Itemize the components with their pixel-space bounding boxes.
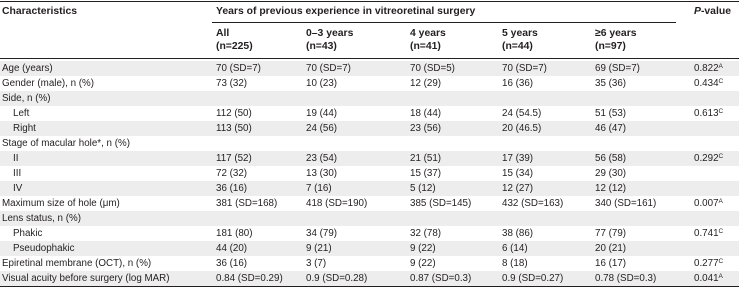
row-label: III (13, 168, 22, 179)
table-cell: 35 (36) (595, 78, 627, 89)
p-value-number: 0.007 (694, 198, 719, 209)
p-value-test-marker: A (718, 63, 723, 70)
row-label: II (13, 153, 19, 164)
table-cell: 18 (44) (410, 108, 442, 119)
table-cell: 385 (SD=145) (410, 198, 472, 209)
table-cell: 0.78 (SD=0.3) (595, 273, 657, 284)
row-label: Side, n (%) (2, 93, 51, 104)
table-row (0, 91, 739, 106)
header-col-0-3-n: (n=43) (306, 41, 337, 52)
header-rule (0, 58, 739, 59)
p-value-number: 0.277 (694, 258, 719, 269)
table-cell: 10 (23) (306, 78, 338, 89)
table-cell: 0.9 (SD=0.27) (502, 273, 564, 284)
table-cell: 69 (SD=7) (595, 63, 640, 74)
table-cell: 70 (SD=7) (306, 63, 351, 74)
table-row (0, 196, 739, 211)
table-row (0, 151, 739, 166)
p-value-number: 0.041 (694, 273, 719, 284)
header-col-5-n: (n=44) (502, 41, 533, 52)
header-col-all-n: (n=225) (216, 41, 253, 52)
table-cell: 24 (54.5) (502, 108, 542, 119)
p-value (694, 61, 723, 76)
table-cell: 24 (56) (306, 123, 338, 134)
header-col-0-3: 0–3 years (306, 28, 354, 39)
table-cell: 20 (21) (595, 243, 627, 254)
row-label: Right (13, 123, 36, 134)
table-cell: 56 (58) (595, 153, 627, 164)
table-cell: 112 (50) (216, 108, 252, 119)
table-cell: 23 (56) (410, 123, 442, 134)
table-cell: 5 (12) (410, 183, 436, 194)
row-label: Age (years) (2, 63, 53, 74)
row-label: Pseudophakic (13, 243, 75, 254)
table-row (0, 136, 739, 151)
row-label: Stage of macular hole*, n (%) (2, 138, 130, 149)
row-label: Left (13, 108, 30, 119)
table-row (0, 256, 739, 271)
table-cell: 17 (39) (502, 153, 534, 164)
table-cell: 16 (17) (595, 258, 627, 269)
table-cell: 70 (SD=7) (216, 63, 261, 74)
header-col-6plus: ≥6 years (595, 28, 637, 39)
table-cell: 432 (SD=163) (502, 198, 564, 209)
table-cell: 29 (30) (595, 168, 627, 179)
table-cell: 8 (18) (502, 258, 528, 269)
p-value (694, 271, 723, 286)
table-cell: 381 (SD=168) (216, 198, 278, 209)
table-cell: 13 (30) (306, 168, 338, 179)
row-label: IV (13, 183, 23, 194)
p-value-number: 0.292 (694, 153, 719, 164)
table-cell: 9 (21) (306, 243, 332, 254)
table-cell: 34 (79) (306, 228, 338, 239)
row-label: Phakic (13, 228, 43, 239)
table-cell: 46 (47) (595, 123, 627, 134)
bottom-rule (0, 286, 739, 287)
table-row (0, 76, 739, 91)
p-value-test-marker: A (718, 198, 723, 205)
table-cell: 44 (20) (216, 243, 248, 254)
table-row (0, 211, 739, 226)
table-row (0, 106, 739, 121)
p-value-test-marker: C (718, 258, 724, 265)
row-label: Maximum size of hole (μm) (2, 198, 120, 209)
table-row (0, 166, 739, 181)
table-cell: 0.87 (SD=0.3) (410, 273, 472, 284)
p-value (694, 106, 723, 121)
p-value-test-marker: C (718, 108, 724, 115)
table-cell: 9 (22) (410, 258, 436, 269)
table-cell: 12 (12) (595, 183, 627, 194)
p-value (694, 196, 723, 211)
table-cell: 3 (7) (306, 258, 327, 269)
p-value-number: 0.822 (694, 63, 719, 74)
pvalue-rest: -value (700, 6, 731, 17)
table-cell: 36 (16) (216, 258, 248, 269)
table-cell: 51 (53) (595, 108, 627, 119)
p-value-number: 0.434 (694, 78, 719, 89)
table-cell: 0.9 (SD=0.28) (306, 273, 368, 284)
table-cell: 23 (54) (306, 153, 338, 164)
table-cell: 77 (79) (595, 228, 627, 239)
table-cell: 70 (SD=5) (410, 63, 455, 74)
p-value-test-marker: A (718, 273, 723, 280)
table-cell: 16 (36) (502, 78, 534, 89)
row-label: Gender (male), n (%) (2, 78, 95, 89)
table-cell: 12 (27) (502, 183, 534, 194)
table-cell: 21 (51) (410, 153, 442, 164)
top-rule (0, 1, 739, 2)
table-cell: 20 (46.5) (502, 123, 542, 134)
p-value-test-marker: C (718, 228, 724, 235)
p-value (694, 256, 723, 271)
table-cell: 113 (50) (216, 123, 252, 134)
table-cell: 70 (SD=7) (502, 63, 547, 74)
row-label: Visual acuity before surgery (log MAR) (2, 273, 170, 284)
table-row (0, 226, 739, 241)
table-cell: 72 (32) (216, 168, 248, 179)
table-cell: 32 (78) (410, 228, 442, 239)
table-cell: 6 (14) (502, 243, 528, 254)
p-value-test-marker: C (718, 78, 724, 85)
header-col-5: 5 years (502, 28, 538, 39)
p-value (694, 226, 723, 241)
row-label: Epiretinal membrane (OCT), n (%) (2, 258, 152, 269)
header-group-title: Years of previous experience in vitreoretinal surgery (216, 6, 476, 17)
table-cell: 7 (16) (306, 183, 332, 194)
table-cell: 73 (32) (216, 78, 248, 89)
p-value-number: 0.741 (694, 228, 719, 239)
p-value-test-marker: C (718, 153, 724, 160)
header-col-6plus-n: (n=97) (595, 41, 626, 52)
table-cell: 340 (SD=161) (595, 198, 657, 209)
table-row (0, 121, 739, 136)
table-cell: 38 (86) (502, 228, 534, 239)
pvalue-italic: P (694, 6, 701, 17)
header-pvalue (694, 5, 731, 18)
row-label: Lens status, n (%) (2, 213, 81, 224)
table-cell: 0.84 (SD=0.29) (216, 273, 283, 284)
header-characteristics: Characteristics (2, 6, 78, 17)
table-cell: 9 (22) (410, 243, 436, 254)
table-row (0, 61, 739, 76)
header-col-4-n: (n=41) (410, 41, 441, 52)
table-cell: 15 (37) (410, 168, 442, 179)
p-value-number: 0.613 (694, 108, 719, 119)
header-col-all: All (216, 28, 230, 39)
table-row (0, 271, 739, 286)
table-row (0, 241, 739, 256)
p-value (694, 76, 723, 91)
table-cell: 12 (29) (410, 78, 442, 89)
table-cell: 181 (80) (216, 228, 253, 239)
table-cell: 19 (44) (306, 108, 338, 119)
p-value (694, 151, 723, 166)
table-cell: 36 (16) (216, 183, 248, 194)
table-cell: 117 (52) (216, 153, 252, 164)
header-col-4: 4 years (410, 28, 446, 39)
group-rule (212, 22, 676, 23)
table-cell: 418 (SD=190) (306, 198, 368, 209)
table-cell: 15 (34) (502, 168, 534, 179)
table-row (0, 181, 739, 196)
